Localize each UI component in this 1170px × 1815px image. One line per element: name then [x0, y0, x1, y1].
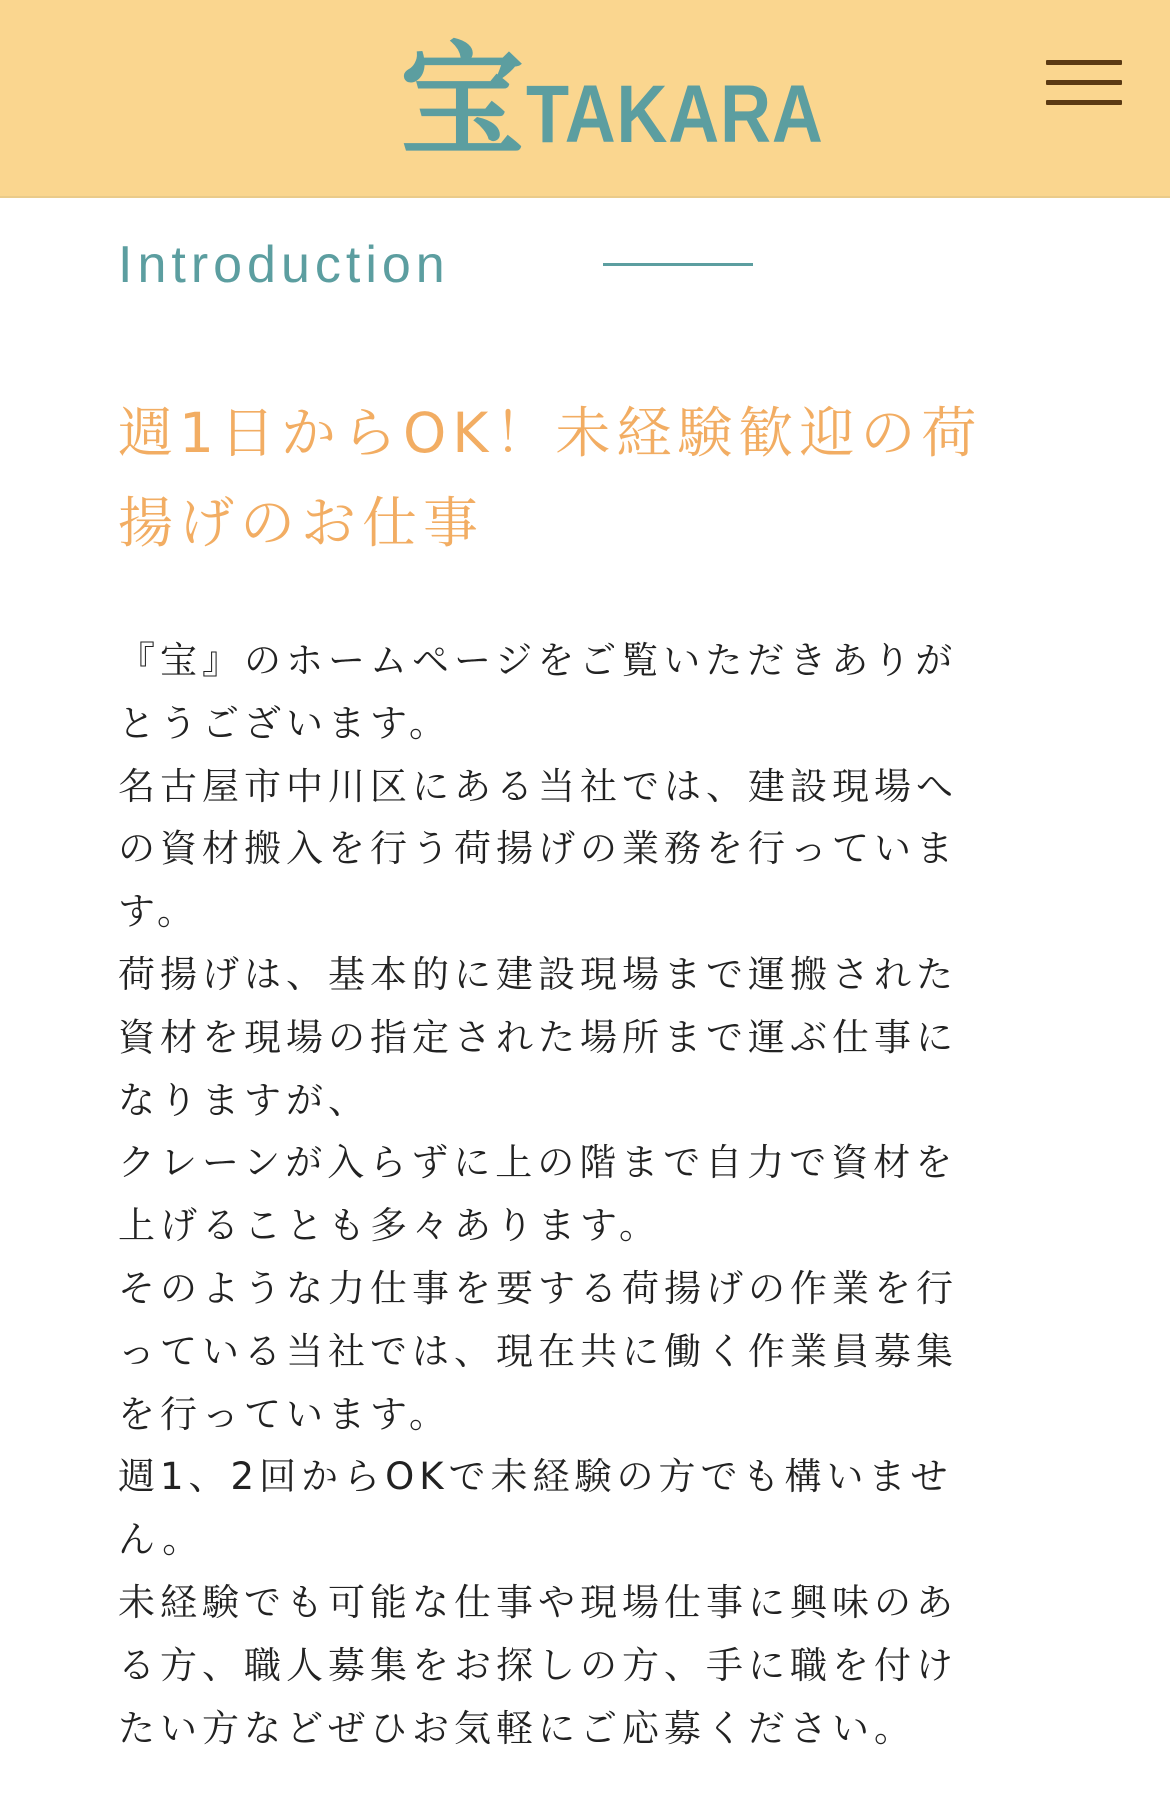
page-heading: [118, 388, 1048, 568]
body-line: 未経験でも可能な仕事や現場仕事に興味のあ: [118, 1580, 958, 1624]
body-line: 上げることも多々あります。: [118, 1204, 662, 1248]
body-line: とうございます。: [118, 701, 452, 745]
logo-text: TAKARA: [526, 69, 824, 160]
body-line: 荷揚げは、基本的に建設現場まで運搬された: [118, 952, 958, 996]
logo-kanji: 宝: [400, 30, 525, 174]
body-line: ん。: [118, 1518, 205, 1562]
body-line: 週1、2回からOKで未経験の方でも構いませ: [118, 1455, 953, 1499]
body-line: たい方などぜひお気軽にご応募ください。: [118, 1706, 916, 1750]
body-line: 名古屋市中川区にある当社では、建設現場へ: [118, 764, 958, 808]
heading-line: 週1日からOK！未経験歓迎の荷: [118, 401, 983, 465]
menu-bar: [1046, 80, 1122, 85]
body-line: の資材搬入を行う荷揚げの業務を行っていま: [118, 827, 958, 871]
body-line: クレーンが入らずに上の階まで自力で資材を: [118, 1141, 958, 1185]
body-line: そのような力仕事を要する荷揚げの作業を行: [118, 1266, 958, 1310]
intro-body-text: [118, 630, 1018, 1760]
body-line: す。: [118, 890, 200, 934]
hamburger-menu-icon[interactable]: [1040, 52, 1124, 116]
section-label-row: [118, 230, 450, 300]
takara-logo[interactable]: [400, 30, 872, 174]
menu-bar: [1046, 60, 1122, 65]
body-line: を行っています。: [118, 1392, 452, 1436]
body-line: る方、職人募集をお探しの方、手に職を付け: [118, 1643, 958, 1687]
body-line: 資材を現場の指定された場所まで運ぶ仕事に: [118, 1015, 958, 1059]
site-header: [0, 0, 1170, 198]
body-line: 『宝』のホームページをご覧いただきありが: [118, 639, 958, 682]
heading-line: 揚げのお仕事: [118, 491, 485, 555]
section-label-divider: [603, 263, 753, 266]
section-label: Introduction: [118, 236, 450, 294]
body-line: なりますが、: [118, 1078, 370, 1122]
body-line: っている当社では、現在共に働く作業員募集: [118, 1329, 958, 1373]
menu-bar: [1046, 100, 1122, 105]
